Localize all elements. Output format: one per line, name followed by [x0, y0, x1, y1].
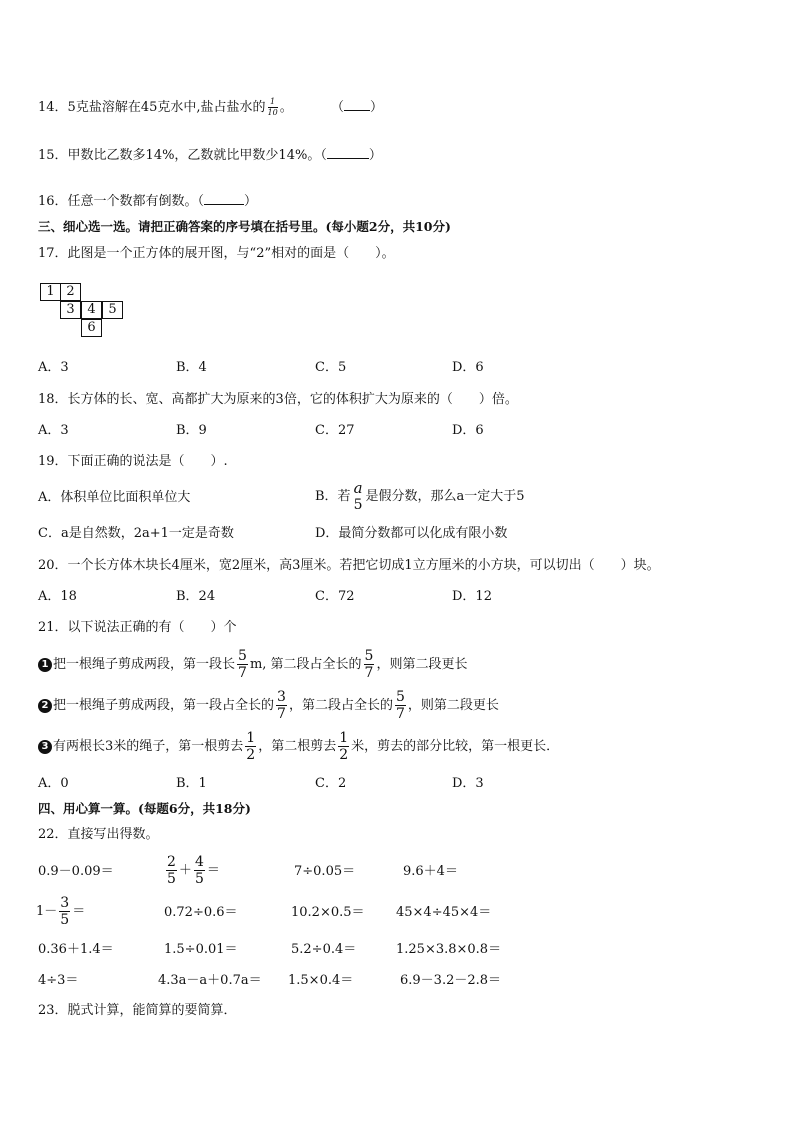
calc-r2-c2: 0.72÷0.6＝: [164, 905, 238, 920]
q14-text: 14．5克盐溶解在45克水中,盐占盐水的: [38, 100, 266, 115]
q21-statement-1: 1 把一根绳子剪成两段，第一段长 $\frac{5}{7}$ m, 第二段占全长的 $\frac{5}{7}$ ，则第二段更长: [38, 645, 467, 685]
calc-r2-c4: 45×4÷45×4＝: [396, 905, 492, 920]
circled-number-3: 3: [38, 740, 52, 754]
q18-option-b[interactable]: B．9: [176, 423, 207, 438]
calc-r4-c2: 4.3a－a＋0.7a＝: [158, 973, 262, 988]
calc-r1-c2: $\frac{2}{5}$ ＋ $\frac{4}{5}$ ＝: [167, 854, 220, 887]
calc-r3-c3: 5.2÷0.4＝: [291, 942, 357, 957]
q18-option-a[interactable]: A．3: [38, 423, 69, 438]
question-23: 23．脱式计算，能简算的要简算．: [38, 1003, 237, 1018]
net-face-4: 4: [81, 301, 102, 319]
q17-option-b[interactable]: B．4: [176, 360, 207, 375]
calc-r2-c3: 10.2×0.5＝: [291, 905, 365, 920]
question-21: 21．以下说法正确的有（ ）个: [38, 620, 237, 635]
net-face-2: 2: [60, 283, 81, 301]
q21-s2-fraction-1: $\frac{3}{7}$: [277, 689, 286, 722]
calc-fraction-4-5: $\frac{4}{5}$: [194, 854, 204, 887]
q21-s3-fraction-1: $\frac{1}{2}$: [246, 730, 256, 763]
q21-s3-fraction-2: $\frac{1}{2}$: [339, 730, 349, 763]
q21-s1-fraction-2: $\frac{5}{7}$: [364, 648, 374, 681]
calc-r1-c1: 0.9－0.09＝: [38, 864, 114, 879]
calc-r2-c1: 1－ $\frac{3}{5}$ ＝: [36, 895, 86, 928]
q21-statement-3: 3 有两根长3米的绳子，第一根剪去 $\frac{1}{2}$ ，第二根剪去 $\frac{1}{2}$ 米，剪去的部分比较，第一根更长．: [38, 727, 559, 767]
question-18: 18．长方体的长、宽、高都扩大为原来的3倍，它的体积扩大为原来的（ ）倍。: [38, 392, 518, 407]
net-face-5: 5: [102, 301, 123, 319]
q21-s1-fraction-1: $\frac{5}{7}$: [238, 648, 247, 681]
q17-option-c[interactable]: C．5: [315, 360, 347, 375]
circled-number-2: 2: [38, 699, 52, 713]
question-16: 16．任意一个数都有倒数。（ ）: [38, 194, 258, 209]
q18-option-c[interactable]: C．27: [315, 423, 355, 438]
calc-r4-c4: 6.9－3.2－2.8＝: [400, 973, 502, 988]
q14-fraction: $\frac{1}{10}$: [267, 97, 278, 117]
calc-r3-c4: 1.25×3.8×0.8＝: [396, 942, 502, 957]
question-19: 19．下面正确的说法是（ ）.: [38, 454, 228, 469]
section-3-heading: 三、细心选一选。请把正确答案的序号填在括号里。(每小题2分，共10分): [38, 219, 451, 234]
q19-fraction-a-over-5: a 5: [353, 479, 363, 513]
net-face-6: 6: [81, 319, 102, 337]
question-15: 15．甲数比乙数多14%，乙数就比甲数少14%。（ ）: [38, 148, 382, 163]
section-4-heading: 四、用心算一算。(每题6分，共18分): [38, 801, 251, 816]
q21-option-a[interactable]: A．0: [38, 776, 69, 791]
net-face-3: 3: [60, 301, 81, 319]
q21-option-d[interactable]: D．3: [452, 776, 484, 791]
calc-fraction-3-5: $\frac{3}{5}$: [60, 895, 70, 928]
q18-option-d[interactable]: D．6: [452, 423, 484, 438]
net-face-1: 1: [40, 283, 61, 301]
calc-r1-c4: 9.6＋4＝: [403, 864, 458, 879]
q15-answer-blank[interactable]: [327, 146, 369, 159]
q21-statement-2: 2 把一根绳子剪成两段，第一段占全长的 $\frac{3}{7}$ ，第二段占全长的 $\frac{5}{7}$ ，则第二段更长: [38, 686, 499, 726]
q14-answer-blank[interactable]: [344, 98, 370, 111]
q21-option-c[interactable]: C．2: [315, 776, 347, 791]
calc-r1-c3: 7÷0.05＝: [294, 864, 356, 879]
q19-option-a[interactable]: A．体积单位比面积单位大: [38, 490, 191, 505]
question-20: 20．一个长方体木块长4厘米，宽2厘米，高3厘米。若把它切成1立方厘米的小方块，可以切出（ ）块。: [38, 558, 660, 573]
calc-r3-c1: 0.36＋1.4＝: [38, 942, 114, 957]
q20-option-b[interactable]: B．24: [176, 589, 216, 604]
q20-option-a[interactable]: A．18: [38, 589, 77, 604]
q19-option-d[interactable]: D．最简分数都可以化成有限小数: [315, 526, 508, 541]
cube-net-figure: [40, 283, 130, 343]
circled-number-1: 1: [38, 658, 52, 672]
q20-option-d[interactable]: D．12: [452, 589, 492, 604]
calc-fraction-2-5: $\frac{2}{5}$: [167, 854, 176, 887]
q19-option-c[interactable]: C．a是自然数，2a+1一定是奇数: [38, 526, 234, 541]
calc-r3-c2: 1.5÷0.01＝: [164, 942, 238, 957]
question-22: 22．直接写出得数。: [38, 827, 159, 842]
q21-option-b[interactable]: B．1: [176, 776, 207, 791]
q17-option-d[interactable]: D．6: [452, 360, 484, 375]
q19-option-b[interactable]: B．若 a 5 是假分数，那么a一定大于5: [315, 479, 525, 513]
q16-answer-blank[interactable]: [204, 192, 244, 205]
q17-option-a[interactable]: A．3: [38, 360, 69, 375]
q21-s2-fraction-2: $\frac{5}{7}$: [395, 689, 405, 722]
q20-option-c[interactable]: C．72: [315, 589, 355, 604]
calc-r4-c1: 4÷3＝: [38, 973, 79, 988]
calc-r4-c3: 1.5×0.4＝: [288, 973, 354, 988]
question-17: 17．此图是一个正方体的展开图，与“2”相对的面是（ ）。: [38, 246, 395, 261]
question-14: 14．5克盐溶解在45克水中,盐占盐水的 $\frac{1}{10}$ 。 （ ）: [38, 97, 384, 117]
